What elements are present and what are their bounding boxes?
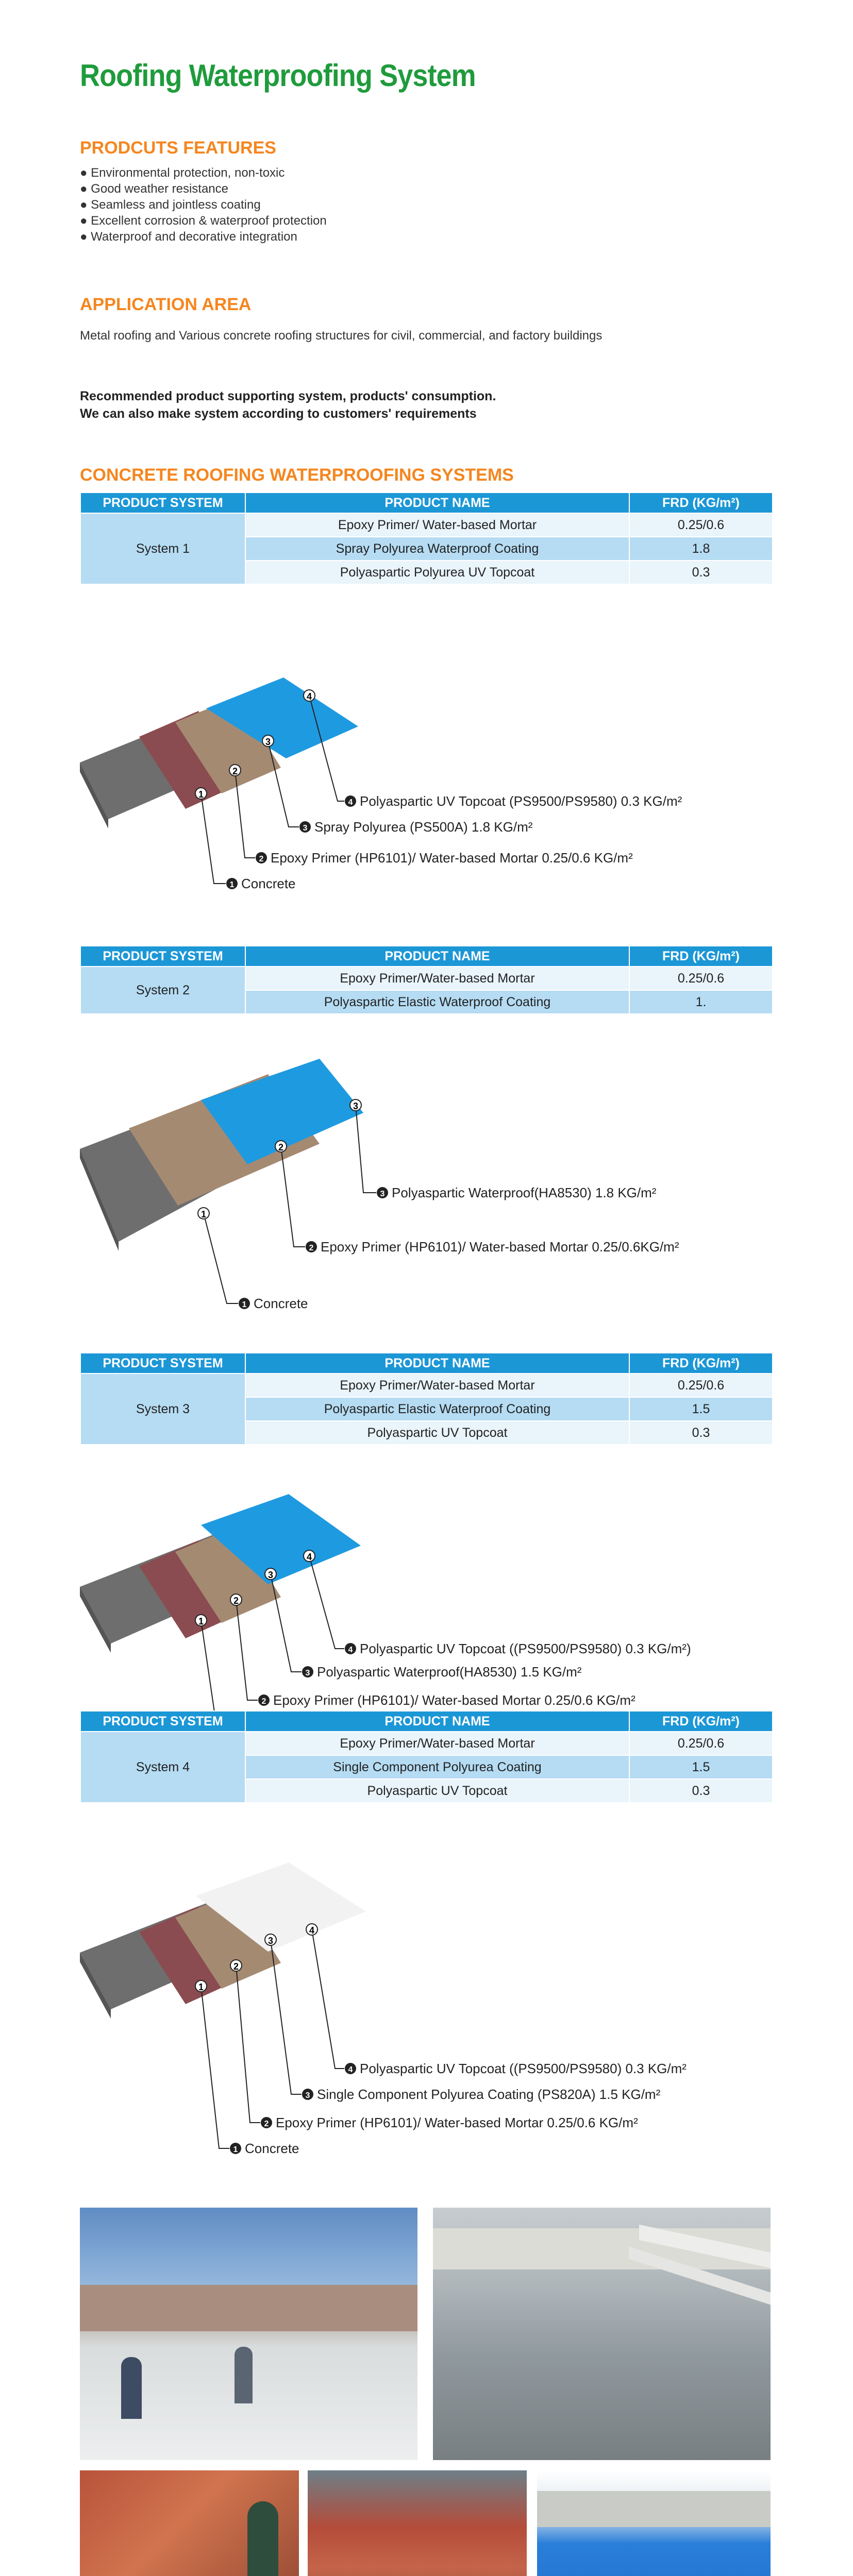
svg-text:3: 3 [267, 1570, 274, 1580]
layer-label: Polyaspartic UV Topcoat ((PS9500/PS9580) 0.3 KG/m²) [360, 1641, 691, 1656]
layer-label: Polyaspartic Waterproof(HA8530) 1.5 KG/m² [317, 1664, 582, 1680]
svg-text:1: 1 [198, 1616, 204, 1626]
layer-label: Concrete [241, 876, 296, 891]
svg-text:1: 1 [242, 1300, 247, 1309]
features-list [80, 165, 327, 245]
system-label: System 2 [80, 967, 245, 1014]
layer-label: Spray Polyurea (PS500A) 1.8 KG/m² [314, 819, 533, 835]
svg-text:4: 4 [348, 2065, 353, 2074]
feature-item: ● Excellent corrosion & waterproof protection [80, 214, 327, 228]
svg-text:4: 4 [348, 798, 353, 807]
svg-text:2: 2 [233, 1596, 239, 1606]
svg-text:1: 1 [198, 789, 204, 800]
layer-label: Concrete [245, 2141, 299, 2156]
svg-text:1: 1 [198, 1982, 204, 1992]
svg-text:2: 2 [233, 1961, 239, 1972]
svg-text:1: 1 [229, 880, 235, 889]
svg-text:3: 3 [267, 1936, 274, 1946]
svg-text:2: 2 [278, 1142, 284, 1153]
concrete-system1-diagram [0, 623, 853, 902]
recommend-text: Recommended product supporting system, products' consumption. We can also make system according to customers' requirements [80, 389, 496, 421]
system-label: System 3 [80, 1374, 245, 1445]
layer-label: Epoxy Primer (HP6101)/ Water-based Mortar 0.25/0.6 KG/m² [271, 850, 633, 866]
svg-text:2: 2 [261, 1697, 266, 1706]
svg-text:2: 2 [259, 855, 264, 863]
system-label: System 4 [80, 1732, 245, 1803]
layer-label: Concrete [254, 1296, 308, 1311]
svg-text:3: 3 [305, 2091, 310, 2100]
layer-label: Polyaspartic UV Topcoat ((PS9500/PS9580) 0.3 KG/m² [360, 2061, 687, 2076]
feature-item: ● Seamless and jointless coating [80, 198, 261, 212]
layer-label: Single Component Polyurea Coating (PS820A) 1.5 KG/m² [317, 2087, 661, 2102]
svg-text:2: 2 [264, 2120, 269, 2128]
svg-text:3: 3 [265, 737, 271, 747]
system-label: System 1 [80, 513, 245, 584]
layer-label: Epoxy Primer (HP6101)/ Water-based Mortar 0.25/0.6 KG/m² [273, 1692, 635, 1708]
svg-text:4: 4 [348, 1646, 353, 1654]
svg-text:3: 3 [380, 1190, 385, 1198]
feature-item: ● Good weather resistance [80, 182, 228, 196]
svg-text:3: 3 [305, 1669, 310, 1677]
roof-photo [80, 2208, 417, 2460]
svg-text:2: 2 [309, 1244, 314, 1252]
concrete-system3-diagram [0, 1473, 853, 1741]
svg-text:3: 3 [353, 1101, 359, 1111]
application-heading: APPLICATION AREA [80, 295, 252, 314]
features-heading: PRODCUTS FEATURES [80, 138, 276, 158]
concrete-system1-table: PRODUCT SYSTEM PRODUCT NAME FRD (KG/m²) System 1 Epoxy Primer/ Water-based Mortar 0.25/0.6 Spray Polyurea Waterproof Coating 1.8 Polyaspartic Polyurea UV Topcoat 0.3 [80, 492, 773, 585]
svg-text:3: 3 [303, 824, 308, 833]
feature-item: ● Environmental protection, non-toxic [80, 166, 285, 180]
application-text: Metal roofing and Various concrete roofing structures for civil, commercial, and factory buildings [80, 329, 603, 343]
layer-label: Polyaspartic UV Topcoat (PS9500/PS9580) 0.3 KG/m² [360, 793, 682, 809]
roof-photo [537, 2470, 771, 2576]
feature-item: ● Waterproof and decorative integration [80, 230, 297, 244]
concrete-system4-table: PRODUCT SYSTEM PRODUCT NAME FRD (KG/m²) System 4 Epoxy Primer/Water-based Mortar 0.25/0.6 Single Component Polyurea Coating 1.5 Polyaspartic UV Topcoat 0.3 [80, 1710, 773, 1803]
concrete-system3-table: PRODUCT SYSTEM PRODUCT NAME FRD (KG/m²) System 3 Epoxy Primer/Water-based Mortar 0.25/0.6 Polyaspartic Elastic Waterproof Coating 1.5 Polyaspartic UV Topcoat 0.3 [80, 1352, 773, 1445]
svg-text:4: 4 [306, 1552, 312, 1562]
layer-label: Epoxy Primer (HP6101)/ Water-based Mortar 0.25/0.6 KG/m² [276, 2115, 638, 2130]
roof-photo [80, 2470, 299, 2576]
concrete-system4-diagram [0, 1834, 853, 2169]
concrete-system2-diagram [0, 1046, 853, 1334]
page-title: Roofing Waterproofing System [80, 58, 476, 93]
svg-text:4: 4 [309, 1925, 315, 1936]
layer-label: Epoxy Primer (HP6101)/ Water-based Mortar 0.25/0.6KG/m² [321, 1239, 679, 1255]
svg-text:2: 2 [232, 766, 238, 776]
svg-text:1: 1 [200, 1209, 207, 1219]
concrete-heading: CONCRETE ROOFING WATERPROOFING SYSTEMS [80, 465, 514, 485]
roof-photo [308, 2470, 527, 2576]
svg-text:1: 1 [233, 2145, 238, 2154]
layer-label: Polyaspartic Waterproof(HA8530) 1.8 KG/m² [392, 1185, 657, 1200]
roof-photo [433, 2208, 771, 2460]
concrete-system2-table: PRODUCT SYSTEM PRODUCT NAME FRD (KG/m²) System 2 Epoxy Primer/Water-based Mortar 0.25/0.6 Polyaspartic Elastic Waterproof Coating 1. [80, 945, 773, 1014]
svg-text:4: 4 [306, 691, 312, 702]
